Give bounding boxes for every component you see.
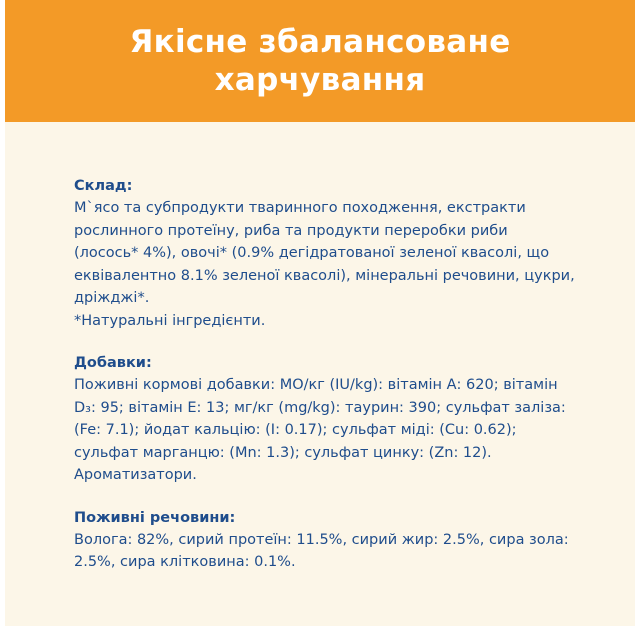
- nutrients-line: 2.5%, сира клітковина: 0.1%.: [74, 554, 296, 570]
- composition-title: Склад:: [74, 178, 133, 194]
- composition-line: М`ясо та субпродукти тваринного походження, екстракти: [74, 200, 526, 216]
- additives-section: [74, 352, 594, 487]
- composition-line: дріжджі*.: [74, 290, 150, 306]
- composition-section: [74, 175, 594, 332]
- additives-line: Поживні кормові добавки: МО/кг (IU/kg): вітамін А: 620; вітамін: [74, 377, 558, 393]
- banner-title-line-2: харчування: [214, 62, 426, 98]
- additives-line: сульфат марганцю: (Mn: 1.3); сульфат цинку: (Zn: 12).: [74, 444, 492, 461]
- nutrients-title: Поживні речовини:: [74, 509, 236, 526]
- nutrients-line: Волога: 82%, сирий протеїн: 11.5%, сирий жир: 2.5%, сира зола:: [74, 531, 569, 548]
- banner-title-line-1: Якісне збалансоване: [129, 24, 511, 60]
- label-panel: [5, 0, 635, 626]
- composition-line: (лосось* 4%), овочі* (0.9% дегідратованої зеленої квасолі, що: [74, 245, 550, 261]
- additives-line: (Fe: 7.1); йодат кальцію: (I: 0.17); сульфат міді: (Cu: 0.62);: [74, 422, 517, 438]
- nutrients-section: [74, 507, 594, 574]
- composition-line: еквівалентно 8.1% зеленої квасолі), мінеральні речовини, цукри,: [74, 267, 575, 284]
- additives-line: Ароматизатори.: [74, 467, 197, 483]
- composition-footnote: *Натуральні інгредієнти.: [74, 312, 266, 329]
- composition-line: рослинного протеїну, риба та продукти переробки риби: [74, 222, 508, 239]
- product-info: [74, 175, 594, 574]
- additives-line: D₃: 95; вітамін Е: 13; мг/кг (mg/kg): таурин: 390; сульфат заліза:: [74, 399, 566, 416]
- additives-title: Добавки:: [74, 355, 152, 371]
- header-banner: [5, 0, 635, 122]
